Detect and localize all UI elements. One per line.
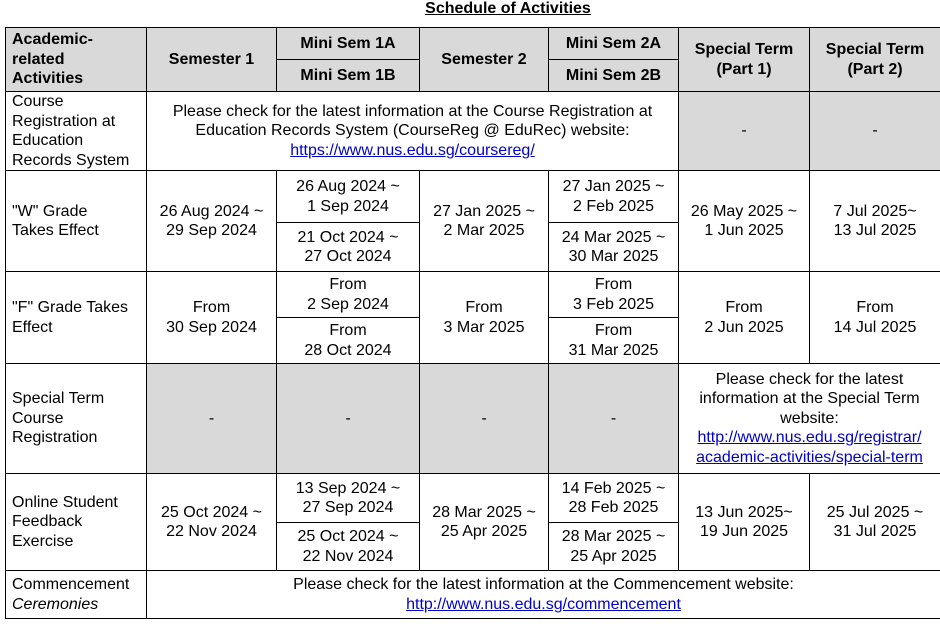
- row-label-course-registration: [6, 92, 147, 171]
- feedback-mini2b: [549, 523, 679, 571]
- date-line: 28 Mar 2025 ~: [432, 503, 536, 521]
- row-label-line: Records System: [12, 151, 130, 169]
- date-line: 27 Sep 2024: [302, 499, 394, 516]
- course-registration-info: [147, 92, 679, 171]
- date-line: 25 Oct 2024 ~: [297, 528, 399, 545]
- w-grade-st1: [679, 171, 810, 272]
- row-label-line: "W" Grade: [12, 202, 88, 220]
- header-activities-line: Activities: [12, 70, 84, 88]
- info-line: information at the Special Term: [699, 390, 920, 408]
- f-grade-mini2a: [549, 272, 679, 318]
- f-grade-st2: [810, 272, 940, 364]
- date-line: From: [465, 299, 503, 316]
- table-row: [6, 364, 940, 474]
- info-line: Please check for the latest information at the Course Registration at: [172, 102, 653, 120]
- header-activities: [6, 28, 147, 92]
- date-line: 28 Mar 2025 ~: [561, 528, 666, 545]
- date-line: 3 Mar 2025: [443, 318, 525, 336]
- date-line: 22 Nov 2024: [302, 547, 394, 565]
- date-line: 30 Sep 2024: [166, 318, 257, 336]
- row-label-line: Commencement: [12, 576, 130, 593]
- date-line: 7 Jul 2025~: [833, 202, 917, 220]
- special-term-info: [679, 364, 940, 474]
- row-label-f-grade: [6, 272, 147, 364]
- date-line: 2 Mar 2025: [443, 222, 525, 239]
- date-line: 13 Jun 2025~: [695, 503, 793, 521]
- header-special-term-1: [679, 28, 810, 92]
- date-line: From: [329, 276, 367, 293]
- row-label-line: Registration: [12, 429, 98, 447]
- st-reg-mini2: -: [549, 364, 679, 474]
- f-grade-mini1b: [277, 318, 420, 364]
- feedback-st2: [810, 474, 940, 571]
- header-special-term-2: [810, 28, 940, 92]
- header-st2-line: (Part 2): [847, 60, 903, 78]
- date-line: 31 Jul 2025: [833, 523, 917, 540]
- special-term-link[interactable]: http://www.nus.edu.sg/registrar/: [697, 429, 922, 447]
- date-line: 28 Oct 2024: [304, 341, 392, 359]
- header-semester-1: Semester 1: [147, 28, 277, 92]
- date-line: 25 Apr 2025: [440, 523, 528, 540]
- date-line: From: [594, 322, 633, 339]
- date-line: 1 Sep 2024: [307, 197, 389, 215]
- commencement-link[interactable]: http://www.nus.edu.sg/commencement: [406, 595, 681, 613]
- w-grade-mini1b: [277, 223, 420, 272]
- date-line: 26 Aug 2024 ~: [159, 202, 264, 220]
- date-line: 29 Sep 2024: [166, 222, 257, 239]
- date-line: 25 Oct 2024 ~: [161, 503, 262, 521]
- st-reg-sem2: -: [420, 364, 549, 474]
- header-mini-sem-2a: Mini Sem 2A: [549, 28, 679, 60]
- date-line: 27 Jan 2025 ~: [562, 178, 665, 195]
- st-reg-sem1: -: [147, 364, 277, 474]
- info-line: Please check for the latest information at the Commencement website:: [293, 576, 794, 593]
- date-line: From: [329, 322, 367, 339]
- row-label-line: Registration at: [12, 112, 116, 130]
- feedback-mini2a: [549, 474, 679, 523]
- header-semester-2: Semester 2: [420, 28, 549, 92]
- row-label-line: Course: [12, 93, 64, 110]
- special-term-link[interactable]: academic-activities/special-term: [696, 448, 923, 466]
- date-line: From: [192, 299, 231, 316]
- date-line: 2 Feb 2025: [573, 197, 654, 215]
- info-line: Please check for the latest: [715, 370, 904, 388]
- row-label-line: Education: [12, 132, 84, 149]
- row-label-line: Exercise: [12, 532, 74, 550]
- commencement-info: [147, 571, 940, 619]
- feedback-st1: [679, 474, 810, 571]
- date-line: 13 Jul 2025: [833, 222, 917, 239]
- row-label-line: "F" Grade Takes: [12, 299, 128, 316]
- date-line: 25 Apr 2025: [570, 547, 657, 565]
- date-line: 24 Mar 2025 ~: [561, 228, 666, 246]
- date-line: 31 Mar 2025: [568, 341, 659, 359]
- header-st1-line: Special Term: [694, 41, 794, 58]
- page-title-text: Schedule of Activities: [425, 0, 591, 17]
- date-line: From: [594, 276, 633, 293]
- date-line: From: [856, 299, 894, 316]
- row-label-line: Effect: [12, 318, 53, 336]
- f-grade-mini1a: [277, 272, 420, 318]
- row-label-commencement: [6, 571, 147, 619]
- date-line: 14 Feb 2025 ~: [561, 479, 666, 497]
- f-grade-st1: [679, 272, 810, 364]
- st-reg-mini1: -: [277, 364, 420, 474]
- schedule-table: [5, 27, 940, 619]
- feedback-sem2: [420, 474, 549, 571]
- table-row: [6, 171, 940, 223]
- row-label-w-grade: [6, 171, 147, 272]
- date-line: 2 Jun 2025: [704, 318, 784, 336]
- date-line: 25 Jul 2025 ~: [826, 503, 924, 521]
- header-activities-line: Academic-: [12, 31, 93, 49]
- header-activities-line: related: [12, 50, 65, 68]
- row-label-line: Course: [12, 409, 64, 427]
- row-label-feedback: [6, 474, 147, 571]
- w-grade-st2: [810, 171, 940, 272]
- coursereg-link[interactable]: https://www.nus.edu.sg/coursereg/: [290, 141, 535, 159]
- row-label-line: Online Student: [12, 493, 118, 511]
- date-line: 26 May 2025 ~: [690, 202, 798, 220]
- row-label-line: Ceremonies: [12, 595, 99, 613]
- table-row: [6, 92, 940, 171]
- f-grade-sem2: [420, 272, 549, 364]
- date-line: 30 Mar 2025: [568, 248, 659, 265]
- date-line: 19 Jun 2025: [699, 523, 789, 540]
- table-row: [6, 272, 940, 318]
- date-line: 14 Jul 2025: [833, 318, 917, 336]
- row-label-line: Feedback: [12, 513, 83, 531]
- w-grade-mini2b: [549, 223, 679, 272]
- table-row: [6, 571, 940, 619]
- w-grade-mini2a: [549, 171, 679, 223]
- date-line: 22 Nov 2024: [166, 523, 257, 540]
- date-line: 21 Oct 2024 ~: [297, 228, 399, 246]
- feedback-mini1b: [277, 523, 420, 571]
- header-st2-line: Special Term: [825, 41, 925, 58]
- feedback-mini1a: [277, 474, 420, 523]
- date-line: 27 Jan 2025 ~: [433, 202, 535, 220]
- w-grade-mini1a: [277, 171, 420, 223]
- date-line: 3 Feb 2025: [573, 295, 654, 313]
- header-st1-line: (Part 1): [716, 60, 772, 78]
- course-registration-st1: -: [679, 92, 810, 171]
- header-mini-sem-2b: Mini Sem 2B: [549, 60, 679, 92]
- info-line: website:: [780, 409, 839, 427]
- w-grade-sem2: [420, 171, 549, 272]
- date-line: 2 Sep 2024: [307, 295, 389, 313]
- date-line: 26 Aug 2024 ~: [296, 178, 400, 195]
- row-label-line: Takes Effect: [12, 222, 99, 239]
- date-line: 28 Feb 2025: [568, 499, 659, 516]
- date-line: 13 Sep 2024 ~: [295, 479, 401, 497]
- date-line: 27 Oct 2024: [304, 248, 392, 265]
- f-grade-sem1: [147, 272, 277, 364]
- header-mini-sem-1b: Mini Sem 1B: [277, 60, 420, 92]
- row-label-line: Special Term: [12, 390, 105, 408]
- date-line: From: [725, 299, 763, 316]
- course-registration-st2: -: [810, 92, 940, 171]
- header-mini-sem-1a: Mini Sem 1A: [277, 28, 420, 60]
- w-grade-sem1: [147, 171, 277, 272]
- row-label-special-term-registration: [6, 364, 147, 474]
- feedback-sem1: [147, 474, 277, 571]
- f-grade-mini2b: [549, 318, 679, 364]
- date-line: 1 Jun 2025: [704, 222, 784, 239]
- table-row: [6, 474, 940, 523]
- page-title: [0, 0, 940, 17]
- info-line: Education Records System (CourseReg @ EduRec) website:: [195, 122, 630, 140]
